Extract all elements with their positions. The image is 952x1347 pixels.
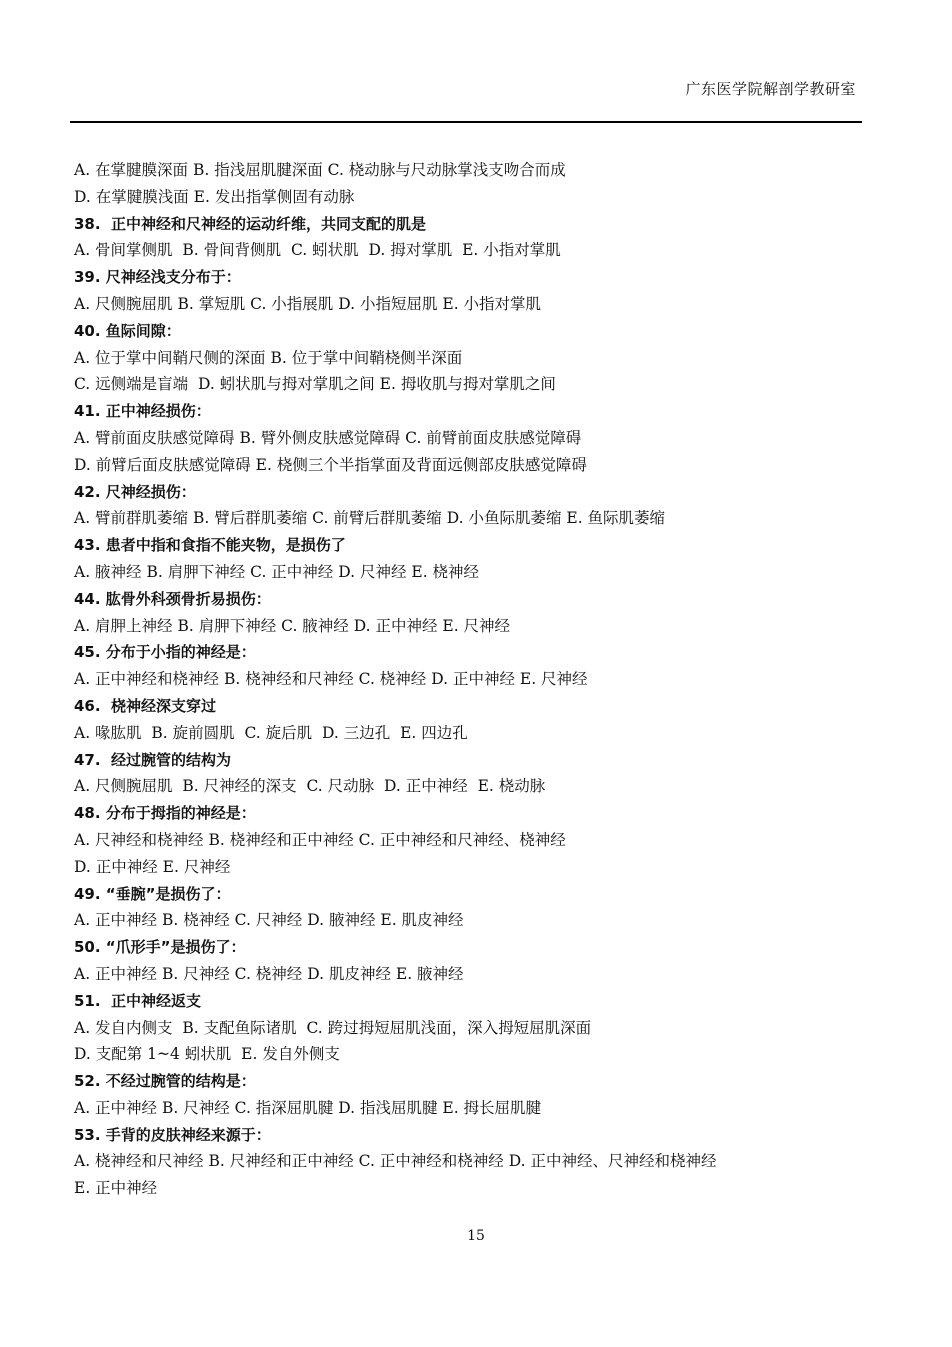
answer-options: A. 正中神经和桡神经 B. 桡神经和尺神经 C. 桡神经 D. 正中神经 E. 尺神经 — [74, 670, 588, 689]
answer-options: A. 在掌腱膜深面 B. 指浅屈肌腱深面 C. 桡动脉与尺动脉掌浅支吻合而成 — [74, 161, 566, 179]
answer-options: D. 正中神经 E. 尺神经 — [74, 857, 231, 876]
question-stem: 49. “垂腕”是损伤了： — [74, 884, 231, 903]
question-stem: 47. 经过腕管的结构为 — [74, 750, 232, 769]
answer-options: E. 正中神经 — [74, 1179, 158, 1198]
question-list — [74, 157, 874, 1202]
answer-options: A. 尺侧腕屈肌 B. 掌短肌 C. 小指展肌 D. 小指短屈肌 E. 小指对掌肌 — [74, 294, 542, 313]
answer-options: D. 前臂后面皮肤感觉障碍 E. 桡侧三个半指掌面及背面远侧部皮肤感觉障碍 — [74, 455, 587, 474]
question-stem: 53. 手背的皮肤神经来源于： — [74, 1125, 271, 1144]
question-stem: 41. 正中神经损伤： — [74, 402, 211, 421]
question-stem: 50. “爪形手”是损伤了： — [74, 938, 246, 957]
answer-options: A. 尺神经和桡神经 B. 桡神经和正中神经 C. 正中神经和尺神经、桡神经 — [74, 830, 566, 849]
answer-options: A. 腋神经 B. 肩胛下神经 C. 正中神经 D. 尺神经 E. 桡神经 — [74, 562, 480, 581]
question-stem: 52. 不经过腕管的结构是： — [74, 1072, 256, 1091]
answer-options: A. 正中神经 B. 尺神经 C. 桡神经 D. 肌皮神经 E. 腋神经 — [74, 964, 464, 983]
answer-options: D. 在掌腱膜浅面 E. 发出指掌侧固有动脉 — [74, 187, 355, 206]
question-stem: 48. 分布于拇指的神经是： — [74, 804, 256, 823]
answer-options: D. 支配第 1~4 蚓状肌 E. 发自外侧支 — [74, 1045, 340, 1064]
answer-options: A. 位于掌中间鞘尺侧的深面 B. 位于掌中间鞘桡侧半深面 — [74, 348, 463, 367]
answer-options: A. 尺侧腕屈肌 B. 尺神经的深支 C. 尺动脉 D. 正中神经 E. 桡动脉 — [74, 777, 546, 796]
question-stem: 46. 桡神经深支穿过 — [74, 696, 217, 715]
answer-options: A. 臂前群肌萎缩 B. 臂后群肌萎缩 C. 前臂后群肌萎缩 D. 小鱼际肌萎缩 E. 鱼际肌萎缩 — [74, 509, 666, 528]
answer-options: A. 喙肱肌 B. 旋前圆肌 C. 旋后肌 D. 三边孔 E. 四边孔 — [74, 723, 468, 742]
page-number: 15 — [467, 1228, 485, 1244]
question-stem: 40. 鱼际间隙： — [74, 321, 181, 340]
header-rule — [70, 121, 862, 123]
answer-options: A. 骨间掌侧肌 B. 骨间背侧肌 C. 蚓状肌 D. 拇对掌肌 E. 小指对掌肌 — [74, 241, 561, 260]
question-stem: 42. 尺神经损伤： — [74, 482, 196, 501]
question-stem: 39. 尺神经浅支分布于： — [74, 268, 241, 287]
answer-options: A. 正中神经 B. 尺神经 C. 指深屈肌腱 D. 指浅屈肌腱 E. 拇长屈肌腱 — [74, 1098, 542, 1117]
question-stem: 38. 正中神经和尺神经的运动纤维，共同支配的肌是 — [74, 214, 427, 233]
question-stem: 45. 分布于小指的神经是： — [74, 643, 256, 662]
answer-options: A. 臂前面皮肤感觉障碍 B. 臂外侧皮肤感觉障碍 C. 前臂前面皮肤感觉障碍 — [74, 428, 582, 447]
page-header: 广东医学院解剖学教研室 — [685, 80, 856, 98]
answer-options: A. 肩胛上神经 B. 肩胛下神经 C. 腋神经 D. 正中神经 E. 尺神经 — [74, 616, 511, 635]
answer-options: A. 桡神经和尺神经 B. 尺神经和正中神经 C. 正中神经和桡神经 D. 正中神经、尺神经和桡神经 — [74, 1152, 717, 1171]
answer-options: C. 远侧端是盲端 D. 蚓状肌与拇对掌肌之间 E. 拇收肌与拇对掌肌之间 — [74, 375, 556, 394]
answer-options: A. 发自内侧支 B. 支配鱼际诸肌 C. 跨过拇短屈肌浅面，深入拇短屈肌深面 — [74, 1018, 592, 1037]
question-stem: 44. 肱骨外科颈骨折易损伤： — [74, 589, 271, 608]
question-stem: 51. 正中神经返支 — [74, 991, 202, 1010]
answer-options: A. 正中神经 B. 桡神经 C. 尺神经 D. 腋神经 E. 肌皮神经 — [74, 911, 464, 930]
question-stem: 43. 患者中指和食指不能夹物，是损伤了 — [74, 536, 346, 555]
